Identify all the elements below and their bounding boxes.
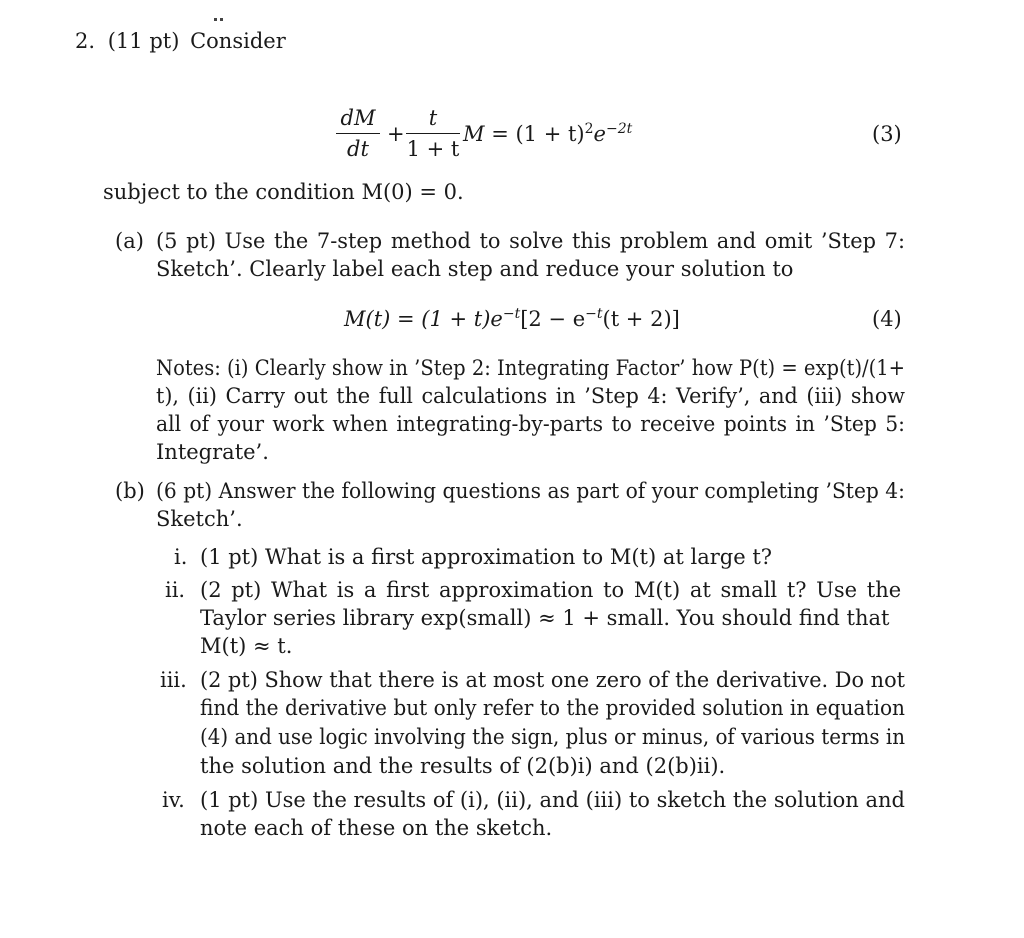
- fraction-denominator: 1 + t: [406, 137, 460, 161]
- notes-line-3: all of your work when integrating-by-parts to receive points in ’Step 5:: [156, 412, 906, 436]
- part-b-line-2: Sketch’.: [156, 507, 243, 531]
- item-ii-line-3: M(t) ≈ t.: [200, 634, 293, 658]
- part-b-label: (b): [115, 479, 145, 503]
- problem-header: [75, 27, 286, 56]
- equation-number: (4): [872, 307, 902, 331]
- rhs-expression: = (1 + t): [491, 122, 585, 146]
- item-iv-line-2: note each of these on the sketch.: [200, 816, 553, 840]
- fraction-numerator: t: [428, 106, 438, 130]
- equation-4-mid: [2 − e: [520, 307, 586, 331]
- problem-number: 2.: [75, 29, 96, 53]
- initial-condition: subject to the condition M(0) = 0.: [103, 180, 464, 204]
- rhs-power: 2: [584, 121, 594, 137]
- equation-4-lhs: M(t) = (1 + t)e: [344, 307, 503, 331]
- fraction-t-over-1-plus-t: [406, 105, 460, 162]
- item-iii-line-2: find the derivative but only refer to the provided solution in equation: [200, 696, 906, 720]
- part-b-line-1: (6 pt) Answer the following questions as part of your completing ’Step 4:: [156, 479, 905, 503]
- problem-points: (11 pt): [107, 29, 180, 53]
- page-edge-mark: [214, 0, 228, 3]
- plus-sign: +: [387, 122, 405, 146]
- equation-4-power-1: −t: [502, 306, 521, 322]
- equation-4-power-2: −t: [585, 306, 603, 322]
- fraction-numerator: dM: [340, 106, 376, 130]
- part-a-label: (a): [115, 229, 144, 253]
- equation-3-rhs: [463, 120, 632, 149]
- item-iii-line-1: (2 pt) Show that there is at most one zero of the derivative. Do not: [200, 668, 906, 692]
- notes-line-2: t), (ii) Carry out the full calculations in ’Step 4: Verify’, and (iii) show: [156, 384, 906, 408]
- item-label: i.: [174, 545, 188, 569]
- variable-m: M: [463, 122, 485, 146]
- item-label: iv.: [162, 788, 185, 812]
- item-ii-line-1: (2 pt) What is a first approximation to M(t) at small t? Use the: [200, 578, 902, 602]
- item-label: ii.: [165, 578, 186, 602]
- part-a-line-1: (5 pt) Use the 7-step method to solve this problem and omit ’Step 7:: [156, 229, 905, 253]
- problem-intro: Consider: [190, 29, 286, 53]
- item-label: iii.: [160, 668, 187, 692]
- fraction-denominator: dt: [347, 137, 369, 161]
- rhs-exponential: e: [593, 122, 606, 146]
- item-iii-line-3: (4) and use logic involving the sign, plus or minus, of various terms in: [200, 725, 906, 749]
- item-ii-line-2: Taylor series library exp(small) ≈ 1 + small. You should find that: [200, 606, 890, 630]
- equation-4-end: (t + 2)]: [602, 307, 680, 331]
- item-iii-line-4: the solution and the results of (2(b)i) and (2(b)ii).: [200, 754, 726, 778]
- notes-line-4: Integrate’.: [156, 440, 269, 464]
- fraction-dm-dt: [336, 105, 380, 162]
- item-iv-line-1: (1 pt) Use the results of (i), (ii), and (iii) to sketch the solution and: [200, 788, 905, 812]
- equation-number: (3): [872, 122, 902, 146]
- notes-line-1: Notes: (i) Clearly show in ’Step 2: Integrating Factor’ how P(t) = exp(t)/(1+: [156, 356, 906, 380]
- rhs-exponential-power: −2t: [605, 121, 633, 137]
- equation-4: [344, 305, 680, 334]
- item-i-line-1: (1 pt) What is a first approximation to M(t) at large t?: [200, 545, 773, 569]
- part-a-line-2: Sketch’. Clearly label each step and reduce your solution to: [156, 257, 794, 281]
